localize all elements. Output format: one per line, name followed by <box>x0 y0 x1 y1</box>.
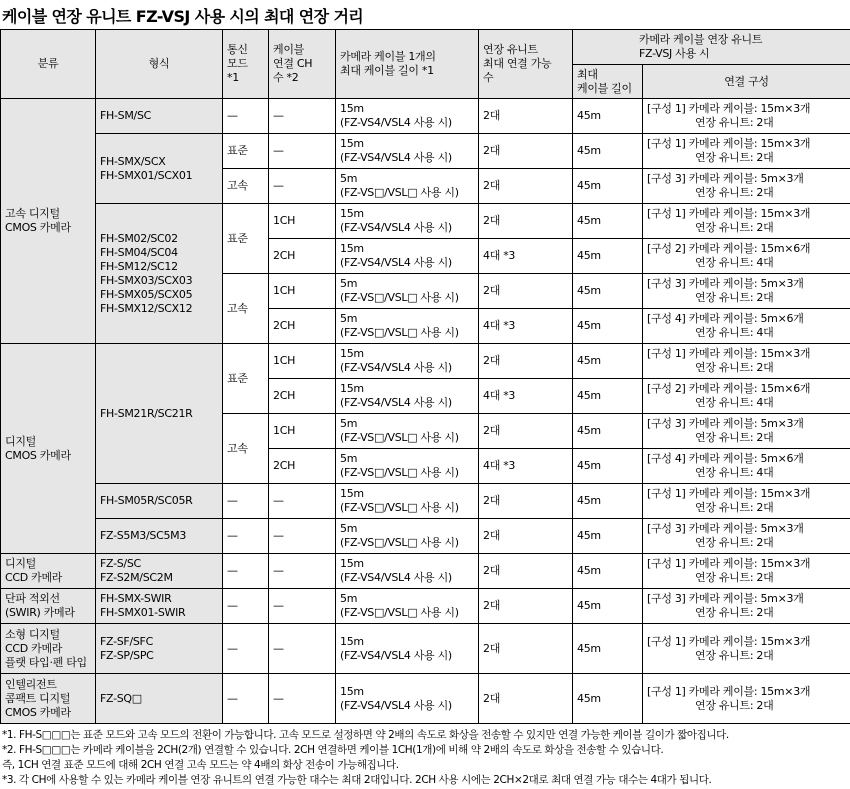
config-cell: [구성 2] 카메라 케이블: 15m×6개 연장 유니트: 4대 <box>643 379 850 414</box>
table-row <box>1 99 850 134</box>
comm-mode-cell: — <box>223 674 269 724</box>
cable-ch-cell: — <box>269 624 336 674</box>
max-length-cell: 45m <box>573 589 643 624</box>
comm-mode-cell: 표준 <box>223 134 269 169</box>
category-cell: 소형 디지털 CCD 카메라 플랫 타입·펜 타입 <box>1 624 96 674</box>
header-comm-mode: 통신 모드 *1 <box>223 30 269 99</box>
header-config: 연결 구성 <box>643 65 850 99</box>
comm-mode-cell: — <box>223 519 269 554</box>
cable-ch-cell: — <box>269 519 336 554</box>
footnote-3: *3. 각 CH에 사용할 수 있는 카메라 케이블 연장 유니트의 연결 가능한 대수는 최대 2대입니다. 2CH 사용 시에는 2CH×2대로 최대 연결 가능 대수는 4대가 됩니다. <box>2 774 712 786</box>
units-cell: 2대 <box>479 589 573 624</box>
cable-ch-cell: 1CH <box>269 344 336 379</box>
model-cell: FH-SMX/SCX FH-SMX01/SCX01 <box>96 134 223 204</box>
max-length-cell: 45m <box>573 134 643 169</box>
max-length-cell: 45m <box>573 99 643 134</box>
cable-ch-cell: 2CH <box>269 379 336 414</box>
config-cell: [구성 1] 카메라 케이블: 15m×3개 연장 유니트: 2대 <box>643 674 850 724</box>
comm-mode-cell: — <box>223 624 269 674</box>
footnote-2-cont: 즉, 1CH 연결 표준 모드에 대해 2CH 연결 고속 모드는 약 4배의 화상 전송이 가능해집니다. <box>2 759 399 771</box>
cable-ch-cell: — <box>269 589 336 624</box>
config-cell: [구성 1] 카메라 케이블: 15m×3개 연장 유니트: 2대 <box>643 134 850 169</box>
config-cell: [구성 1] 카메라 케이블: 15m×3개 연장 유니트: 2대 <box>643 344 850 379</box>
category-cell: 디지털 CCD 카메라 <box>1 554 96 589</box>
config-cell: [구성 1] 카메라 케이블: 15m×3개 연장 유니트: 2대 <box>643 484 850 519</box>
config-cell: [구성 3] 카메라 케이블: 5m×3개 연장 유니트: 2대 <box>643 274 850 309</box>
cable-ch-cell: — <box>269 484 336 519</box>
table-row <box>1 519 850 554</box>
table-row <box>1 589 850 624</box>
header-model: 형식 <box>96 30 223 99</box>
length-cell: 5m (FZ-VS□/VSL□ 사용 시) <box>336 519 479 554</box>
cable-ch-cell: 2CH <box>269 449 336 484</box>
table-row <box>1 674 850 724</box>
max-length-cell: 45m <box>573 344 643 379</box>
cable-ch-cell: — <box>269 169 336 204</box>
length-cell: 15m (FZ-VS4/VSL4 사용 시) <box>336 674 479 724</box>
footnote-1: *1. FH-S□□□는 표준 모드와 고속 모드의 전환이 가능합니다. 고속 모드로 설정하면 약 2배의 속도로 화상을 전송할 수 있지만 연결 가능한 케이블 길이가 짧아집니다. <box>2 729 729 741</box>
category-cell: 디지털 CMOS 카메라 <box>1 344 96 554</box>
max-length-cell: 45m <box>573 484 643 519</box>
config-cell: [구성 3] 카메라 케이블: 5m×3개 연장 유니트: 2대 <box>643 519 850 554</box>
length-cell: 15m (FZ-VS4/VSL4 사용 시) <box>336 554 479 589</box>
length-cell: 5m (FZ-VS□/VSL□ 사용 시) <box>336 169 479 204</box>
table-row <box>1 624 850 674</box>
comm-mode-cell: 고속 <box>223 414 269 484</box>
units-cell: 2대 <box>479 484 573 519</box>
comm-mode-cell: — <box>223 99 269 134</box>
category-cell: 단파 적외선 (SWIR) 카메라 <box>1 589 96 624</box>
comm-mode-cell: — <box>223 589 269 624</box>
comm-mode-cell: 고속 <box>223 274 269 344</box>
model-cell: FH-SM05R/SC05R <box>96 484 223 519</box>
comm-mode-cell: 표준 <box>223 204 269 274</box>
cable-ch-cell: — <box>269 674 336 724</box>
units-cell: 4대 *3 <box>479 309 573 344</box>
config-cell: [구성 3] 카메라 케이블: 5m×3개 연장 유니트: 2대 <box>643 169 850 204</box>
units-cell: 2대 <box>479 204 573 239</box>
model-cell: FH-SM/SC <box>96 99 223 134</box>
config-cell: [구성 4] 카메라 케이블: 5m×6개 연장 유니트: 4대 <box>643 309 850 344</box>
max-length-cell: 45m <box>573 554 643 589</box>
category-cell: 고속 디지털 CMOS 카메라 <box>1 99 96 344</box>
page-title: 케이블 연장 유니트 FZ-VSJ 사용 시의 최대 연장 거리 <box>2 7 364 26</box>
units-cell: 2대 <box>479 414 573 449</box>
model-cell: FZ-SF/SFC FZ-SP/SPC <box>96 624 223 674</box>
extension-distance-table <box>0 29 850 724</box>
units-cell: 4대 *3 <box>479 239 573 274</box>
length-cell: 15m (FZ-VS□/VSL□ 사용 시) <box>336 484 479 519</box>
table-row <box>1 554 850 589</box>
comm-mode-cell: 표준 <box>223 344 269 414</box>
units-cell: 2대 <box>479 274 573 309</box>
cable-ch-cell: 1CH <box>269 414 336 449</box>
length-cell: 5m (FZ-VS□/VSL□ 사용 시) <box>336 589 479 624</box>
units-cell: 4대 *3 <box>479 449 573 484</box>
max-length-cell: 45m <box>573 309 643 344</box>
cable-ch-cell: — <box>269 134 336 169</box>
header-cable-ch: 케이블 연결 CH 수 *2 <box>269 30 336 99</box>
model-cell: FH-SMX-SWIR FH-SMX01-SWIR <box>96 589 223 624</box>
header-max-cable-length: 최대 케이블 길이 <box>573 65 643 99</box>
footnote-2: *2. FH-S□□□는 카메라 케이블을 2CH(2개) 연결할 수 있습니다. 2CH 연결하면 케이블 1CH(1개)에 비해 약 2배의 속도로 화상을 전송할 수 있습니다. <box>2 744 664 756</box>
config-cell: [구성 1] 카메라 케이블: 15m×3개 연장 유니트: 2대 <box>643 554 850 589</box>
comm-mode-cell: — <box>223 484 269 519</box>
max-length-cell: 45m <box>573 274 643 309</box>
config-cell: [구성 1] 카메라 케이블: 15m×3개 연장 유니트: 2대 <box>643 624 850 674</box>
length-cell: 15m (FZ-VS4/VSL4 사용 시) <box>336 204 479 239</box>
model-cell: FZ-S/SC FZ-S2M/SC2M <box>96 554 223 589</box>
category-cell: 인텔리전트 콤팩트 디지털 CMOS 카메라 <box>1 674 96 724</box>
table-row <box>1 204 850 239</box>
cable-ch-cell: 2CH <box>269 239 336 274</box>
length-cell: 15m (FZ-VS4/VSL4 사용 시) <box>336 344 479 379</box>
units-cell: 2대 <box>479 624 573 674</box>
units-cell: 2대 <box>479 99 573 134</box>
config-cell: [구성 4] 카메라 케이블: 5m×6개 연장 유니트: 4대 <box>643 449 850 484</box>
units-cell: 2대 <box>479 344 573 379</box>
length-cell: 5m (FZ-VS□/VSL□ 사용 시) <box>336 274 479 309</box>
units-cell: 2대 <box>479 554 573 589</box>
header-max-units: 연장 유니트 최대 연결 가능 수 <box>479 30 573 99</box>
model-cell: FZ-SQ□ <box>96 674 223 724</box>
units-cell: 2대 <box>479 674 573 724</box>
length-cell: 15m (FZ-VS4/VSL4 사용 시) <box>336 624 479 674</box>
length-cell: 15m (FZ-VS4/VSL4 사용 시) <box>336 239 479 274</box>
table-row <box>1 484 850 519</box>
length-cell: 5m (FZ-VS□/VSL□ 사용 시) <box>336 309 479 344</box>
cable-ch-cell: 2CH <box>269 309 336 344</box>
config-cell: [구성 1] 카메라 케이블: 15m×3개 연장 유니트: 2대 <box>643 99 850 134</box>
length-cell: 15m (FZ-VS4/VSL4 사용 시) <box>336 379 479 414</box>
comm-mode-cell: — <box>223 554 269 589</box>
units-cell: 2대 <box>479 169 573 204</box>
model-cell: FH-SM21R/SC21R <box>96 344 223 484</box>
config-cell: [구성 1] 카메라 케이블: 15m×3개 연장 유니트: 2대 <box>643 204 850 239</box>
length-cell: 15m (FZ-VS4/VSL4 사용 시) <box>336 134 479 169</box>
length-cell: 15m (FZ-VS4/VSL4 사용 시) <box>336 99 479 134</box>
cable-ch-cell: 1CH <box>269 204 336 239</box>
config-cell: [구성 3] 카메라 케이블: 5m×3개 연장 유니트: 2대 <box>643 589 850 624</box>
max-length-cell: 45m <box>573 449 643 484</box>
length-cell: 5m (FZ-VS□/VSL□ 사용 시) <box>336 414 479 449</box>
units-cell: 2대 <box>479 134 573 169</box>
max-length-cell: 45m <box>573 239 643 274</box>
max-length-cell: 45m <box>573 169 643 204</box>
length-cell: 5m (FZ-VS□/VSL□ 사용 시) <box>336 449 479 484</box>
cable-ch-cell: — <box>269 99 336 134</box>
max-length-cell: 45m <box>573 519 643 554</box>
max-length-cell: 45m <box>573 204 643 239</box>
units-cell: 2대 <box>479 519 573 554</box>
footnotes <box>2 728 848 788</box>
max-length-cell: 45m <box>573 674 643 724</box>
cable-ch-cell: — <box>269 554 336 589</box>
model-cell: FZ-S5M3/SC5M3 <box>96 519 223 554</box>
cable-ch-cell: 1CH <box>269 274 336 309</box>
comm-mode-cell: 고속 <box>223 169 269 204</box>
header-category: 분류 <box>1 30 96 99</box>
header-max-length-per-cable: 카메라 케이블 1개의 최대 케이블 길이 *1 <box>336 30 479 99</box>
units-cell: 4대 *3 <box>479 379 573 414</box>
config-cell: [구성 2] 카메라 케이블: 15m×6개 연장 유니트: 4대 <box>643 239 850 274</box>
table-row <box>1 344 850 379</box>
max-length-cell: 45m <box>573 414 643 449</box>
config-cell: [구성 3] 카메라 케이블: 5m×3개 연장 유니트: 2대 <box>643 414 850 449</box>
max-length-cell: 45m <box>573 624 643 674</box>
table-row <box>1 134 850 169</box>
header-fzvsj-group: 카메라 케이블 연장 유니트 FZ-VSJ 사용 시 <box>573 30 850 65</box>
model-cell: FH-SM02/SC02 FH-SM04/SC04 FH-SM12/SC12 FH-SMX03/SCX03 FH-SMX05/SCX05 FH-SMX12/SCX12 <box>96 204 223 344</box>
max-length-cell: 45m <box>573 379 643 414</box>
